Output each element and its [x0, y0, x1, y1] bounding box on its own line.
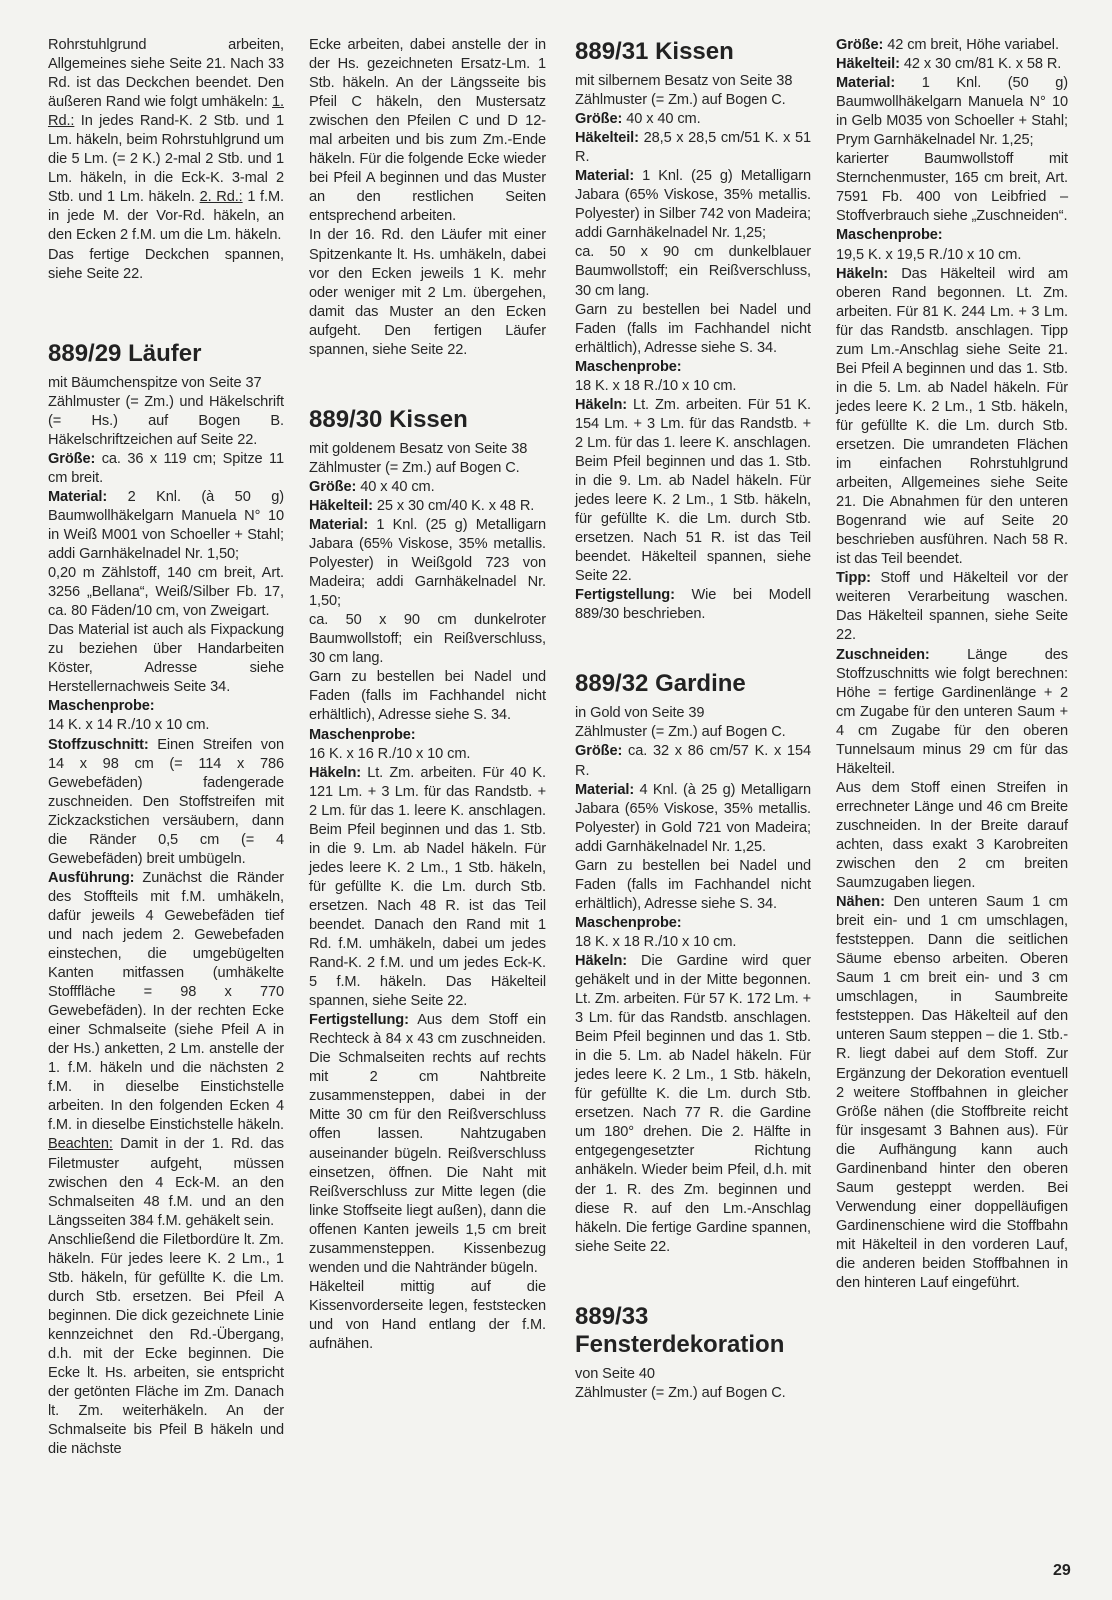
execution-889-29	[48, 869, 284, 1231]
gauge-text-889-33: 19,5 K. x 19,5 R./10 x 10 cm.	[836, 246, 1022, 263]
column-3	[575, 38, 811, 1403]
fabric-cut-889-29	[48, 736, 284, 869]
count-pattern-889-29: Zählmuster (= Zm.) und Häkelschrift (= Hs.) auf Bogen B. Häkelschriftzeichen auf Seite 22.	[48, 393, 284, 448]
material-889-31	[575, 167, 811, 243]
cut-889-33	[836, 646, 1068, 779]
size-889-29	[48, 450, 284, 488]
part-label: Häkelteil:	[836, 56, 900, 73]
material-fabric-889-31: ca. 50 x 90 cm dunkelblauer Baumwollstoff; ein Reißverschluss, 30 cm lang.	[575, 244, 811, 299]
crochet-label: Häkeln:	[836, 265, 889, 282]
size-text: 42 cm breit, Höhe variabel.	[883, 37, 1059, 53]
subtitle-889-32: in Gold von Seite 39	[575, 705, 705, 722]
material-label: Material:	[575, 781, 635, 798]
round-2-label: 2. Rd.:	[199, 189, 243, 206]
material-889-33	[836, 74, 1068, 150]
cut-label: Stoffzuschnitt:	[48, 736, 149, 753]
material-text: 1 Knl. (25 g) Metalligarn Jabara (65% Viskose, 35% metallis. Polyester) in Silber 742 von Madeira; addi Garnhäkelnadel Nr. 1,25;	[575, 168, 811, 242]
part-text: 25 x 30 cm/40 K. x 48 R.	[372, 497, 535, 514]
part-889-31	[575, 129, 811, 167]
subtitle-889-31: mit silbernem Besatz von Seite 38	[575, 73, 793, 89]
material-package-889-29: Das Material ist auch als Fixpackung zu beziehen über Handarbeiten Köster, Adresse siehe Herstellernachweis Seite 34.	[48, 622, 284, 696]
material-889-30	[309, 516, 546, 611]
size-889-33	[836, 36, 1068, 55]
crochet-label: Häkeln:	[575, 396, 628, 413]
heading-889-32: 889/32 Gardine	[575, 670, 746, 698]
material-order-889-30: Garn zu bestellen bei Nadel und Faden (falls im Fachhandel nicht erhältlich), Adresse siehe S. 34.	[309, 669, 546, 724]
finish-label: Fertigstellung:	[309, 1012, 409, 1029]
round-1-label: 1. Rd.:	[48, 94, 284, 130]
crochet-889-31	[575, 396, 811, 586]
size-label: Größe:	[575, 743, 623, 760]
part-889-30	[309, 497, 546, 516]
execution-text: Zunächst die Ränder des Stoffteils mit f.M. umhäkeln, dafür jeweils 4 Gewebefäden tief und nach jedem 2. Gewebefaden einstechen, die umgebügelten Kanten mitfassen (umhäkelte Stofffläche = 98 x 770 Gewebefäden). In der rechten Ecke einer Schmalseite (siehe Pfeil A in der Hs.) anketten, 2 Lm. anstelle der 1. f.M. häkeln und die nächsten 2 f.M. in dieselbe Einstichstelle arbeiten. In den folgenden Ecken 4 f.M. in dieselbe Einstichstelle häkeln.	[48, 869, 284, 1134]
execution-label: Ausführung:	[48, 869, 135, 886]
size-label: Größe:	[309, 478, 357, 495]
gauge-text-889-31: 18 K. x 18 R./10 x 10 cm.	[575, 377, 737, 394]
gauge-label-889-30: Maschenprobe:	[309, 726, 416, 743]
note-text: Damit in der 1. Rd. das Filetmuster aufgeht, müssen zwischen den 4 Eck-M. an den Schmalseiten 48 f.M. und an den Längsseiten 384 f.M. gehäkelt sein.	[48, 1136, 284, 1229]
page-number: 29	[1053, 1562, 1071, 1579]
column-1	[48, 36, 284, 1459]
crochet-text: Lt. Zm. arbeiten. Für 51 K. 154 Lm. + 3 Lm. für das Randstb. + 2 Lm. für das 1. leere K. anschlagen. Beim Pfeil beginnen und das 1. Stb. in die 9. Lm. ab Nadel häkeln. Für jedes leere K. 2 Lm., 1 Stb. häkeln, für gefüllte K. die Lm. durch Stb. ersetzen. Nach 51 R. ist das Teil beendet. Häkelteil spannen, siehe Seite 22.	[575, 396, 811, 585]
material-fabric-889-30: ca. 50 x 90 cm dunkelroter Baumwollstoff; ein Reißverschluss, 30 cm lang.	[309, 612, 546, 667]
crochet-889-30	[309, 764, 546, 1012]
material-order-889-31: Garn zu bestellen bei Nadel und Faden (falls im Fachhandel nicht erhältlich), Adresse siehe S. 34.	[575, 301, 811, 356]
finish-889-30	[309, 1011, 546, 1278]
heading-889-33: 889/33 Fensterdekoration	[575, 1302, 785, 1358]
material-label: Material:	[48, 488, 108, 505]
round-2-text: 1 f.M. in jede M. der Vor-Rd. häkeln, an den Ecken 2 f.M. um die Lm. häkeln.	[48, 189, 284, 244]
tip-text: Stoff und Häkelteil vor der weiteren Verarbeitung waschen. Das Häkelteil spannen, siehe Seite 22.	[836, 570, 1068, 644]
material-label: Material:	[309, 516, 369, 533]
material-text: 4 Knl. (à 25 g) Metalligarn Jabara (65% Viskose, 35% metallis. Polyester) in Gold 721 von Madeira; addi Garnhäkelnadel Nr. 1,25.	[575, 781, 811, 855]
sew-text: Den unteren Saum 1 cm breit ein- und 1 cm umschlagen, feststeppen. Dann die seitlichen Säume ebenso arbeiten. Oberen Saum 1 cm breit ein- und 3 cm umschlagen, in Saumbreite feststeppen. Das Häkelteil auf den unteren Saum steppen – die 1. Stb.-R. liegt dabei auf dem Stoff. Zur Ergänzung der Dekoration eventuell 2 weitere Stoffbahnen in gleicher Größe nähen (die Stoffbreite reicht für insgesamt 3 Bahnen aus). Für die Aufhängung kann auch Gardinenband hinter den oberen Saum gesteppt werden. Bei Verwendung einer doppelläufigen Gardinenschiene wird die Stoffbahn mit Häkelteil in den vorderen Lauf, die anderen beiden Stoffbahnen in den hinteren Lauf eingeführt.	[836, 894, 1068, 1292]
column-4	[836, 36, 1068, 1293]
material-label: Material:	[836, 75, 896, 92]
part-text: 28,5 x 28,5 cm/51 K. x 51 R.	[575, 130, 811, 166]
size-text: 40 x 40 cm.	[356, 478, 435, 495]
deckchen-edge-paragraph	[48, 36, 284, 246]
crochet-label: Häkeln:	[309, 764, 362, 781]
material-889-29	[48, 488, 284, 564]
cut-text: Länge des Stoffzuschnitts wie folgt berechnen: Höhe = fertige Gardinenlänge + 2 cm Zugabe für den unteren Saum + 4 cm Zugabe für den oberen Tunnelsaum minus 29 cm für das Häkelteil.	[836, 646, 1068, 777]
material-889-32	[575, 781, 811, 857]
size-label: Größe:	[48, 450, 96, 467]
gauge-label-889-31: Maschenprobe:	[575, 358, 682, 375]
material-fabric-889-29: 0,20 m Zählstoff, 140 cm breit, Art. 3256 „Bellana“, Weiß/Silber Fb. 17, ca. 80 Fäden/10 cm, von Zweigart.	[48, 565, 284, 620]
finish-text: Aus dem Stoff ein Rechteck à 84 x 43 cm zuschneiden. Die Schmalseiten rechts auf rechts mit 2 cm Nahtbreite zusammensteppen, dabei in der Mitte 30 cm für den Reißverschluss offen lassen. Nahtzugaben auseinander bügeln. Reißverschluss einsetzen, öffnen. Die Naht mit Reißverschluss zur Mitte legen (die linke Stoffseite liegt außen), dann die offenen Kanten jeweils 1,5 cm breit zusammensteppen. Kissenbezug wenden und die Nahtränder bügeln.	[309, 1012, 546, 1276]
heading-889-30: 889/30 Kissen	[309, 405, 468, 433]
subtitle-889-29: mit Bäumchenspitze von Seite 37	[48, 374, 262, 391]
finish-text: Wie bei Modell 889/30 beschrieben.	[575, 587, 811, 623]
column-2	[309, 36, 546, 1354]
part-889-33	[836, 55, 1068, 74]
continued-text-2: In der 16. Rd. den Läufer mit einer Spitzenkante lt. Hs. umhäkeln, dabei vor den Ecken jeweils 1 K. mehr oder weniger mit 2 Lm. übergehen, damit das Muster an den Ecken aufgeht. Den fertigen Läufer spannen, siehe Seite 22.	[309, 227, 546, 358]
intro-text: Rohrstuhlgrund arbeiten, Allgemeines siehe Seite 21. Nach 33 Rd. ist das Deckchen beendet. Den äußeren Rand wie folgt umhäkeln:	[48, 37, 284, 111]
gauge-text-889-30: 16 K. x 16 R./10 x 10 cm.	[309, 745, 471, 762]
size-889-32	[575, 742, 811, 780]
size-text: 40 x 40 cm.	[622, 111, 701, 128]
size-label: Größe:	[575, 111, 623, 128]
gauge-label-889-33: Maschenprobe:	[836, 227, 943, 244]
size-889-30	[309, 478, 546, 497]
count-pattern-889-33: Zählmuster (= Zm.) auf Bogen C.	[575, 1384, 786, 1401]
tip-label: Tipp:	[836, 570, 871, 587]
note-label: Beachten:	[48, 1136, 113, 1153]
part-text: 42 x 30 cm/81 K. x 58 R.	[899, 56, 1062, 73]
count-pattern-889-32: Zählmuster (= Zm.) auf Bogen C.	[575, 724, 786, 741]
crochet-text: Das Häkelteil wird am oberen Rand begonnen. Lt. Zm. arbeiten. Für 81 K. 244 Lm. + 3 Lm. für das Randstb. anschlagen. Tipp zum Lm.-Anschlag siehe Seite 21. Bei Pfeil A beginnen und das 1. Stb. in die 5. Lm. ab Nadel häkeln. Für jedes leere K. 2 Lm., 1 Stb. häkeln, für gefüllte K. die Lm. durch Stb. ersetzen. Die umrandeten Flächen im einfachen Rohrstuhlgrund arbeiten, Allgemeines siehe Seite 21. Die Abnahmen für den unteren Bogenrand wie auf Seite 20 beschrieben ausführen. Nach 58 R. ist das Teil beendet.	[836, 265, 1068, 568]
material-label: Material:	[575, 168, 635, 185]
finish-label: Fertigstellung:	[575, 587, 675, 604]
crochet-889-33	[836, 265, 1068, 570]
gauge-text-889-32: 18 K. x 18 R./10 x 10 cm.	[575, 933, 737, 950]
material-text: 1 Knl. (50 g) Baumwollhäkelgarn Manuela N° 10 in Gelb M035 von Schoeller + Stahl; Prym Garnhäkelnadel Nr. 1,25;	[836, 75, 1068, 149]
gauge-label-889-29: Maschenprobe:	[48, 698, 155, 715]
material-fabric-889-33: karierter Baumwollstoff mit Sternchenmuster, 165 cm breit, Art. 7591 Fb. 400 von Leibfried – Stoffverbrauch siehe „Zuschneiden“.	[836, 151, 1068, 225]
subtitle-889-33: von Seite 40	[575, 1365, 655, 1382]
size-text: ca. 32 x 86 cm/57 K. x 154 R.	[575, 743, 811, 779]
size-889-31	[575, 110, 811, 129]
crochet-label: Häkeln:	[575, 952, 628, 969]
heading-889-31: 889/31 Kissen	[575, 38, 734, 65]
cut-text: Einen Streifen von 14 x 98 cm (= 114 x 786 Gewebefäden) fadengerade zuschneiden. Den Stoffstreifen mit Zickzackstichen versäubern, dann die Ränder 0,5 cm (= 4 Gewebefäden) breit umbügeln.	[48, 736, 284, 867]
crochet-text: Die Gardine wird quer gehäkelt und in der Mitte begonnen. Lt. Zm. arbeiten. Für 57 K. 172 Lm. + 3 Lm. für das Randstb. anschlagen. Beim Pfeil beginnen und das 1. Stb. in die 5. Lm. ab Nadel häkeln. Für jedes leere K. 2 Lm., 1 Stb. häkeln, für gefüllte K. die Lm. durch Stb. ersetzen. Nach 77 R. die Gardine um 180° drehen. Die 2. Hälfte in entgegengesetzter Richtung anhäkeln. Wieder beim Pfeil, d.h. mit der 1. R. des Zm. beginnen und diese R. auf den Lm.-Anschlag häkeln. Die fertige Gardine spannen, siehe Seite 22.	[575, 952, 811, 1255]
finish-sew-889-30: Häkelteil mittig auf die Kissenvorderseite legen, feststecken und von Hand entlang der f.M. aufnähen.	[309, 1278, 546, 1352]
gauge-label-889-32: Maschenprobe:	[575, 914, 682, 931]
crochet-889-32	[575, 952, 811, 1257]
heading-889-29: 889/29 Läufer	[48, 339, 202, 367]
sew-889-33	[836, 893, 1068, 1293]
continued-text: Ecke arbeiten, dabei anstelle der in der Hs. gezeichneten Ersatz-Lm. 1 Stb. häkeln. An der Längsseite bis Pfeil C häkeln, den Mustersatz zwischen den Pfeilen C und D 12-mal arbeiten und bis zum Zm.-Ende häkeln. Für die folgende Ecke wieder bei Pfeil A beginnen und das Muster an den restlichen Seiten entsprechend arbeiten.	[309, 37, 546, 225]
cut-strip-889-33: Aus dem Stoff einen Streifen in errechneter Länge und 46 cm Breite zuschneiden. In der Breite darauf achten, dass exakt 3 Karobreiten zwischen den 2 cm breiten Saumzugaben liegen.	[836, 779, 1068, 892]
crochet-text: Lt. Zm. arbeiten. Für 40 K. 121 Lm. + 3 Lm. für das Randstb. + 2 Lm. für das 1. leere K. anschlagen. Beim Pfeil beginnen und das 1. Stb. in die 9. Lm. ab Nadel häkeln. Für jedes leere K. 2 Lm., 1 Stb. häkeln, für gefüllte K. die Lm. durch Stb. ersetzen. Nach 48 R. ist das Teil beendet. Danach den Rand mit 1 Rd. f.M. umhäkeln, dabei um jedes Rand-K. 2 f.M. und um jedes Eck-K. 5 f.M. häkeln. Das Häkelteil spannen, siehe Seite 22.	[309, 764, 546, 1010]
gauge-text-889-29: 14 K. x 14 R./10 x 10 cm.	[48, 717, 210, 734]
size-text: ca. 36 x 119 cm; Spitze 11 cm breit.	[48, 450, 284, 486]
sew-label: Nähen:	[836, 894, 885, 911]
size-label: Größe:	[836, 37, 884, 53]
tip-889-33	[836, 569, 1068, 645]
deckchen-finish: Das fertige Deckchen spannen, siehe Seite 22.	[48, 246, 284, 282]
cut-label: Zuschneiden:	[836, 646, 930, 663]
count-pattern-889-31: Zählmuster (= Zm.) auf Bogen C.	[575, 92, 786, 109]
finish-889-31	[575, 586, 811, 624]
material-text: 1 Knl. (25 g) Metalligarn Jabara (65% Viskose, 35% metallis. Polyester) in Weißgold 723 von Madeira; addi Garnhäkelnadel Nr. 1,50;	[309, 516, 546, 610]
edge-instructions-889-29: Anschließend die Filetbordüre lt. Zm. häkeln. Für jedes leere K. 2 Lm., 1 Stb. häkeln, für gefüllte K. die Lm. durch Stb. ersetzen. Bei Pfeil A beginnen. Die dick gezeichnete Linie kennzeichnet den Rd.-Übergang, d.h. mit der Ecke beginnen. Die Ecke lt. Hs. arbeiten, sie entspricht der getönten Fläche im Zm. Danach lt. Zm. weiterhäkeln. An der Schmalseite bis Pfeil B häkeln und die nächste	[48, 1231, 284, 1458]
round-1-text: In jedes Rand-K. 2 Stb. und 1 Lm. häkeln, beim Rohrstuhlgrund um die 5 Lm. (= 2 K.) 2-mal 2 Stb. und 1 Lm. häkeln, in die Eck-K. 3-mal 2 Stb. und 1 Lm. häkeln.	[48, 113, 284, 206]
material-order-889-32: Garn zu bestellen bei Nadel und Faden (falls im Fachhandel nicht erhältlich), Adresse siehe S. 34.	[575, 857, 811, 912]
part-label: Häkelteil:	[309, 497, 373, 514]
subtitle-889-30: mit goldenem Besatz von Seite 38	[309, 440, 528, 457]
part-label: Häkelteil:	[575, 130, 639, 147]
material-text: 2 Knl. (à 50 g) Baumwollhäkelgarn Manuela N° 10 in Weiß M001 von Schoeller + Stahl; addi Garnhäkelnadel Nr. 1,50;	[48, 488, 284, 563]
count-pattern-889-30: Zählmuster (= Zm.) auf Bogen C.	[309, 459, 520, 476]
